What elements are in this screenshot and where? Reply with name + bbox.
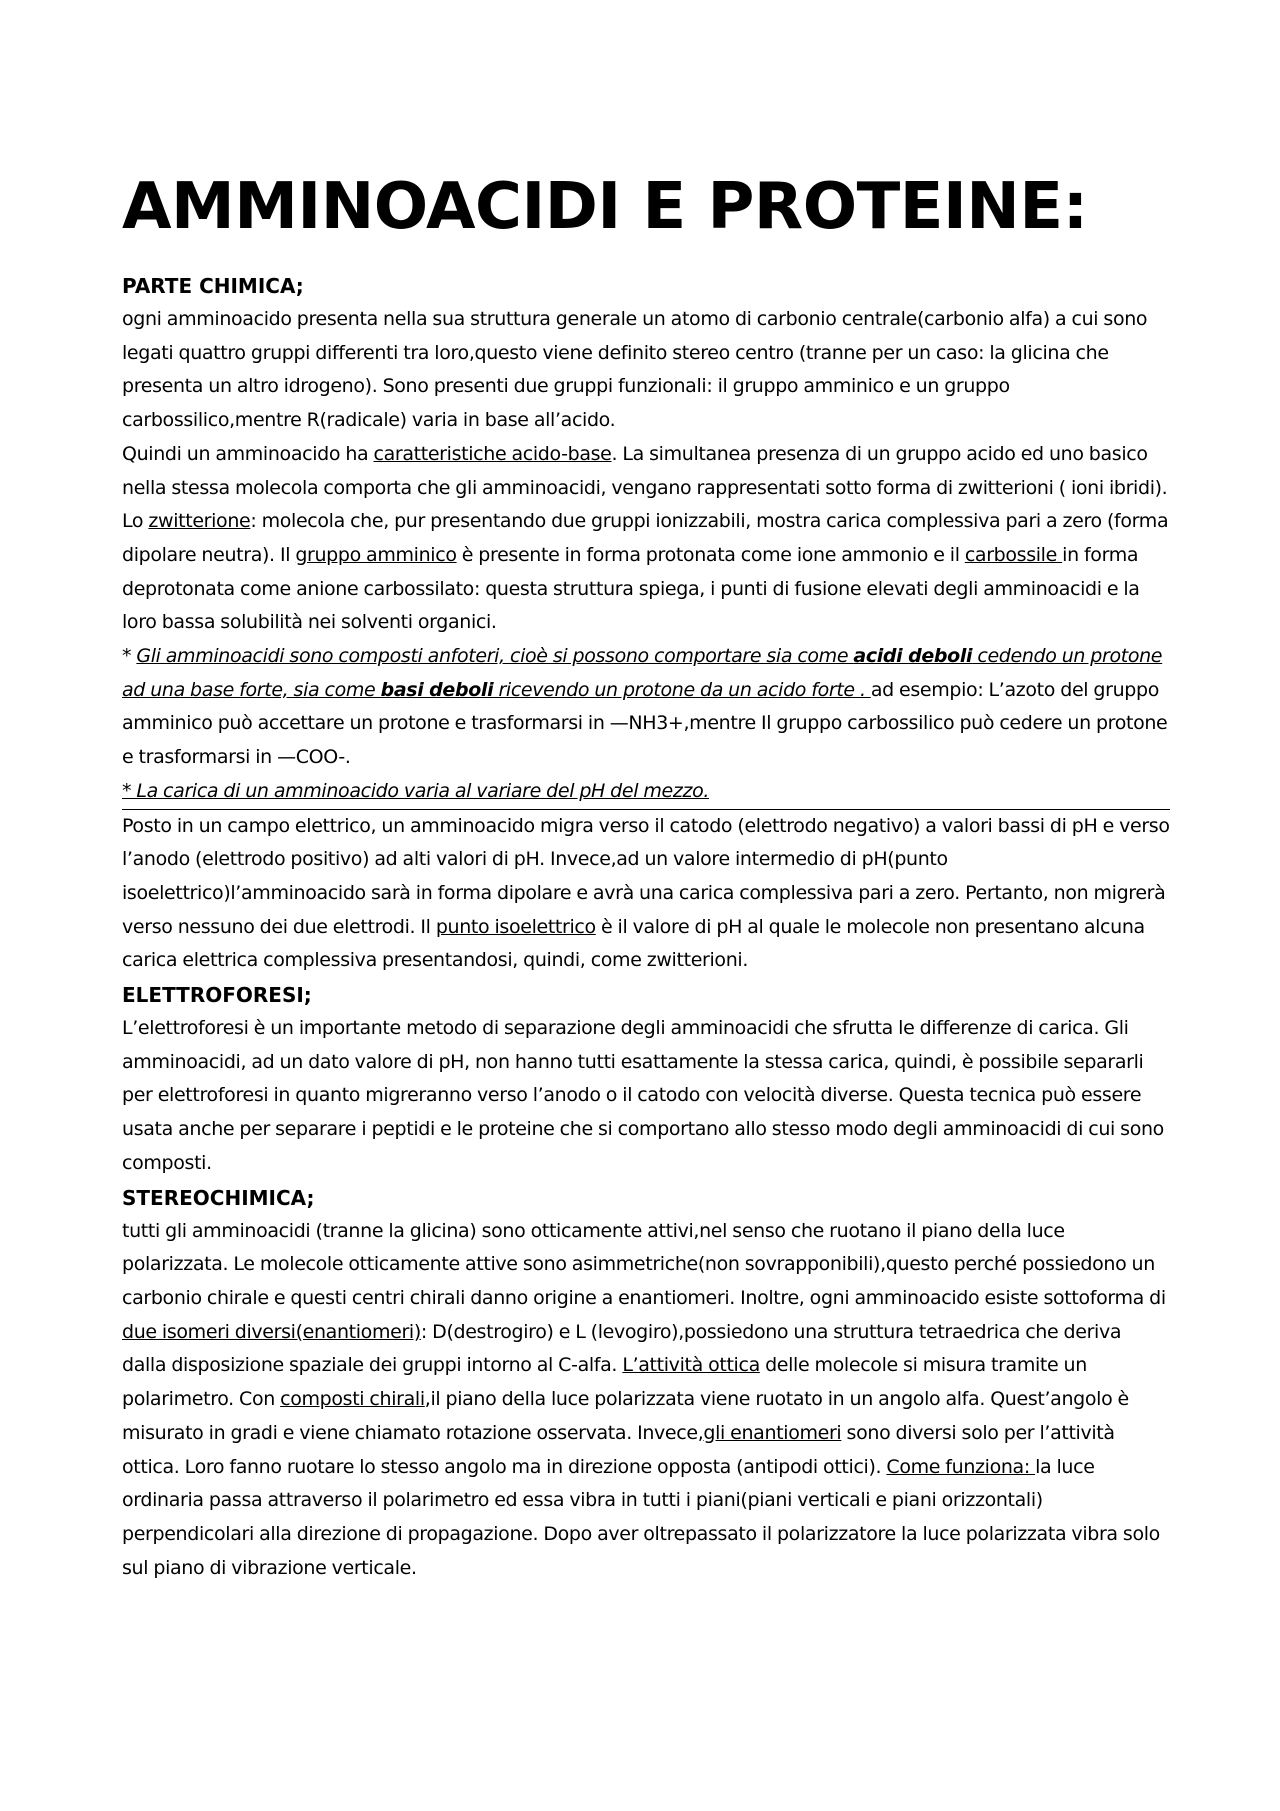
text-run: delle molecole si misura tramite un polarimetro. Con bbox=[122, 1354, 1087, 1411]
underlined-term: zwitterione bbox=[148, 510, 251, 533]
bold-term: basi deboli bbox=[380, 678, 494, 701]
text-run: tutti gli amminoacidi (tranne la glicina) sono otticamente attivi,nel senso che ruotano il piano della luce polarizzata. Le molecole otticamente attive sono asimmetriche(non sovrapponibili),questo perché possiedono un carbonio chirale e questi centri chirali danno origine a enantiomeri. Inoltre, ogni amminoacido esiste sottoforma di bbox=[122, 1219, 1166, 1309]
paragraph-stereochimica bbox=[122, 1215, 1170, 1586]
underlined-term: punto isoelettrico bbox=[435, 915, 596, 938]
text-run: ricevendo un protone da un acido forte . bbox=[493, 678, 871, 701]
section-heading-elettroforesi: ELETTROFORESI; bbox=[122, 983, 312, 1008]
underlined-term: Come funziona: bbox=[886, 1455, 1036, 1478]
underlined-term: caratteristiche acido-base bbox=[373, 442, 612, 465]
text-run: è presente in forma protonata come ione ammonio e il bbox=[456, 543, 965, 566]
paragraph-punto-isoelettrico bbox=[122, 810, 1170, 979]
section-elettroforesi bbox=[122, 978, 1170, 1181]
text-run: ,il piano della luce polarizzata viene ruotato in un angolo alfa. Quest’angolo è misurato in gradi e viene chiamato rotazione osservata. Invece, bbox=[122, 1388, 1129, 1444]
asterisk: * bbox=[122, 645, 137, 668]
text-run: ad esempio: L’azoto del gruppo amminico può accettare un protone e trasformarsi in —NH3+,mentre Il gruppo carbossilico può cedere un protone e trasformarsi in —COO-. bbox=[122, 678, 1168, 769]
section-parte-chimica bbox=[122, 269, 1170, 978]
section-heading-parte-chimica: PARTE CHIMICA; bbox=[122, 274, 304, 298]
underlined-term: carbossile bbox=[964, 543, 1063, 566]
text-run: Posto in un campo elettrico, un amminoacido migra verso il catodo (elettrodo negativo) a valori bassi di pH e verso l’anodo (elettrodo positivo) ad alti valori di pH. Invece,ad un valore intermedio di pH(punto isoelettrico)l’amminoacido sarà in forma dipolare e avrà una carica complessiva pari a zero. Pertanto, non migrerà verso nessuno dei due elettrodi. Il bbox=[122, 814, 1170, 938]
paragraph-acido-base bbox=[122, 438, 1170, 640]
underlined-term: due isomeri diversi(enantiomeri) bbox=[122, 1320, 421, 1343]
text-run: : D(destrogiro) e L (levogiro),possiedono una struttura tetraedrica che deriva dalla disposizione spaziale dei gruppi intorno al C-alfa. bbox=[122, 1320, 1122, 1377]
text-run: sono diversi solo per l’attività ottica. Loro fanno ruotare lo stesso angolo ma in direzione opposta (antipodi ottici). bbox=[122, 1421, 1115, 1478]
paragraph-struttura-amminoacido: ogni amminoacido presenta nella sua struttura generale un atomo di carbonio centrale(carbonio alfa) a cui sono legati quattro gruppi differenti tra loro,questo viene definito stereo centro (tranne per un caso: la glicina che presenta un altro idrogeno). Sono presenti due gruppi funzionali: il gruppo amminico e un gruppo carbossilico,mentre R(radicale) varia in base all’acido. bbox=[122, 308, 1148, 432]
text-run: la luce ordinaria passa attraverso il polarimetro ed essa vibra in tutti i piani(piani verticali e piani orizzontali) perpendicolari alla direzione di propagazione. Dopo aver oltrepassato il polarizzatore la luce polarizzata vibra solo sul piano di vibrazione verticale. bbox=[122, 1455, 1160, 1579]
note-carica-ph bbox=[122, 775, 1170, 810]
text-run: Quindi un amminoacido ha bbox=[122, 442, 374, 465]
text-run: cedendo un protone ad una base forte, sia come bbox=[122, 645, 1163, 701]
underlined-term: composti chirali bbox=[280, 1388, 425, 1411]
document-title: AMMINOACIDI E PROTEINE: bbox=[122, 170, 1088, 244]
text-run: . La simultanea presenza di un gruppo acido ed uno basico nella stessa molecola comporta che gli amminoacidi, vengano rappresentati sotto forma di zwitterioni ( ioni ibridi). Lo bbox=[122, 442, 1168, 533]
bold-term: acidi deboli bbox=[853, 645, 973, 668]
note-emphasis: * La carica di un amminoacido varia al variare del pH del mezzo. bbox=[122, 779, 710, 802]
underlined-term: L’attività ottica bbox=[622, 1354, 760, 1377]
text-run: in forma deprotonata come anione carbossilato: questa struttura spiega, i punti di fusione elevati degli amminoacidi e la loro bassa solubilità nei solventi organici. bbox=[122, 543, 1140, 634]
underlined-term: gruppo amminico bbox=[295, 543, 457, 566]
text-run: è il valore di pH al quale le molecole non presentano alcuna carica elettrica complessiva presentandosi, quindi, come zwitterioni. bbox=[122, 915, 1145, 972]
section-stereochimica bbox=[122, 1181, 1170, 1586]
paragraph-elettroforesi: L’elettroforesi è un importante metodo di separazione degli amminoacidi che sfrutta le differenze di carica. Gli amminoacidi, ad un dato valore di pH, non hanno tutti esattamente la stessa carica, quindi, è possibile separarli per elettroforesi in quanto migreranno verso l’anodo o il catodo con velocità diverse. Questa tecnica può essere usata anche per separare i peptidi e le proteine che si comportano allo stesso modo degli amminoacidi di cui sono composti. bbox=[122, 1017, 1164, 1174]
section-heading-stereochimica: STEREOCHIMICA; bbox=[122, 1185, 315, 1210]
note-anfoteri bbox=[122, 640, 1170, 775]
text-run: : molecola che, pur presentando due gruppi ionizzabili, mostra carica complessiva pari a zero (forma dipolare neutra). Il bbox=[122, 510, 1169, 566]
text-run: Gli amminoacidi sono composti anfoteri, cioè si possono comportare sia come bbox=[136, 645, 854, 668]
underlined-term: gli enantiomeri bbox=[703, 1421, 842, 1444]
